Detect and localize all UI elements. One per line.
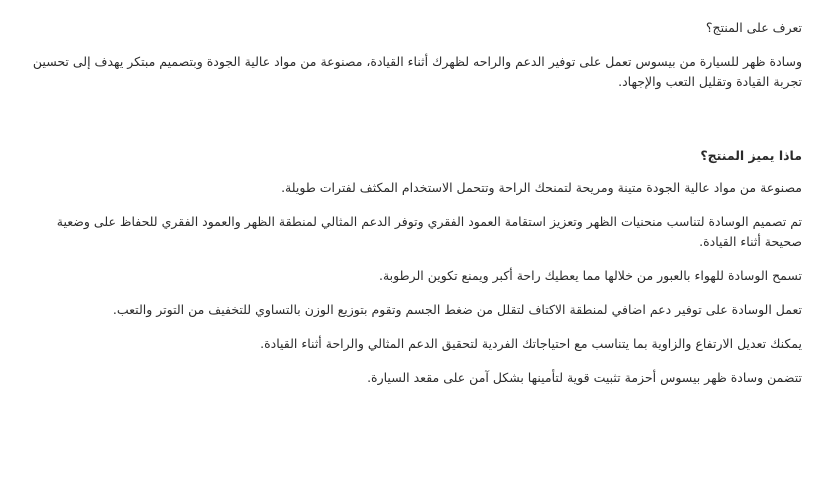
features-heading: ماذا يميز المنتج؟: [700, 148, 802, 163]
feature-item: تتضمن وسادة ظهر بيسوس أحزمة تثبيت قوية لتأمينها بشكل آمن على مقعد السيارة.: [367, 370, 802, 385]
feature-item: تعمل الوسادة على توفير دعم اضافي لمنطقة الاكتاف لتقلل من ضغط الجسم وتقوم بتوزيع الوزن بالتساوي للتخفيف من التوتر والتعب.: [112, 302, 802, 317]
intro-paragraph: وسادة ظهر للسيارة من بيسوس تعمل على توفير الدعم والراحه لظهرك أثناء القيادة، مصنوعة من مواد عالية الجودة وبتصميم مبتكر يهدف إلى تحسين تجربة القيادة وتقليل التعب والإجهاد.: [32, 54, 802, 89]
feature-item: تم تصميم الوسادة لتناسب منحنيات الظهر وتعزيز استقامة العمود الفقري وتوفر الدعم المثالي لمنطقة الظهر والعمود الفقري للحفاظ على وضعية صحيحة أثناء القيادة.: [56, 214, 802, 249]
intro-heading: تعرف على المنتج؟: [705, 20, 802, 35]
feature-item: تسمح الوسادة للهواء بالعبور من خلالها مما يعطيك راحة أكبر ويمنع تكوين الرطوبة.: [379, 268, 802, 283]
product-description: [24, 18, 802, 402]
feature-item: يمكنك تعديل الارتفاع والزاوية بما يتناسب مع احتياجاتك الفردية لتحقيق الدعم المثالي والراحة أثناء القيادة.: [260, 336, 802, 351]
feature-item: مصنوعة من مواد عالية الجودة متينة ومريحة لتمنحك الراحة وتتحمل الاستخدام المكثف لفترات طويلة.: [281, 180, 802, 195]
